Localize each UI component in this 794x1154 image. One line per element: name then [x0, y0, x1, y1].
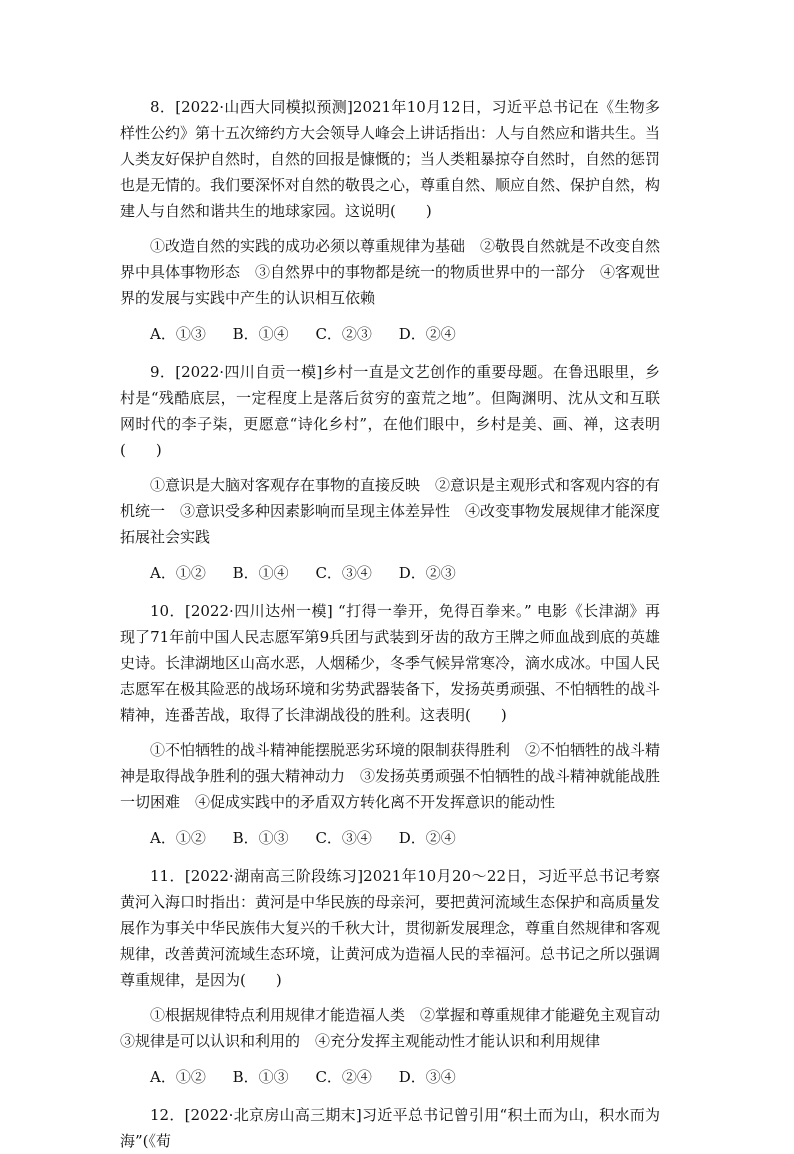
choice-b: B．①③ [232, 829, 289, 847]
choice-a: A．①② [150, 1068, 206, 1086]
choice-c: C．③④ [315, 829, 372, 847]
spacer [120, 851, 660, 863]
choice-c: C．③④ [315, 564, 372, 582]
question-statements: ①改造自然的实践的成功必须以尊重规律为基础 ②敬畏自然就是不改变自然界中具体事物形态 ③自然界中的事物都是统一的物质世界中的一部分 ④客观世界的发展与实践中产生的认识相互依赖 [120, 237, 661, 307]
answer-choices [120, 321, 660, 347]
question-statements: ①根据规律特点利用规律才能造福人类 ②掌握和尊重规律才能避免主观盲动 ③规律是可以认识和利用的 ④充分发挥主观能动性才能认识和利用规律 [120, 1006, 676, 1050]
answer-choices [120, 560, 660, 586]
spacer [120, 1090, 660, 1102]
choice-d: D．②④ [398, 829, 456, 847]
question-statements: ①不怕牺牲的战斗精神能摆脱恶劣环境的限制获得胜利 ②不怕牺牲的战斗精神是取得战争胜利的强大精神动力 ③发扬英勇顽强不怕牺牲的战斗精神就能战胜一切困难 ④促成实践中的矛盾双方转化离不开发挥意识的能动性 [120, 741, 661, 811]
spacer [120, 586, 660, 598]
choice-d: D．③④ [398, 1068, 456, 1086]
question-8 [120, 94, 660, 347]
choice-d: D．②④ [398, 325, 456, 343]
choice-b: B．①③ [232, 1068, 289, 1086]
question-stem: 9．[2022·四川自贡一模]乡村一直是文艺创作的重要母题。在鲁迅眼里，乡村是“残酷底层，一定程度上是落后贫穷的蛮荒之地”。但陶渊明、沈从文和互联网时代的李子柒，更愿意“诗化乡村”，在他们眼中，乡村是美、画、禅，这表明( ) [120, 363, 660, 459]
choice-b: B．①④ [232, 325, 289, 343]
answer-choices [120, 825, 660, 851]
choice-a: A．①② [150, 564, 206, 582]
question-10 [120, 598, 660, 851]
choice-c: C．②③ [315, 325, 372, 343]
choice-c: C．②④ [315, 1068, 372, 1086]
question-statements: ①意识是大脑对客观存在事物的直接反映 ②意识是主观形式和客观内容的有机统一 ③意识受多种因素影响而呈现主体差异性 ④改变事物发展规律才能深度拓展社会实践 [120, 476, 661, 546]
question-stem: 10．[2022·四川达州一模] “打得一拳开，免得百拳来。” 电影《长津湖》再现了71年前中国人民志愿军第9兵团与武装到牙齿的敌方王牌之师血战到底的英雄史诗。长津湖地区山高水恶，人烟稀少，冬季气候异常寒冷，滴水成冰。中国人民志愿军在极其险恶的战场环境和劣势武器装备下，发扬英勇顽强、不怕牺牲的战斗精神，连番苦战，取得了长津湖战役的胜利。这表明( ) [120, 602, 661, 724]
question-9 [120, 359, 660, 586]
question-stem: 11．[2022·湖南高三阶段练习]2021年10月20～22日，习近平总书记考察黄河入海口时指出：黄河是中华民族的母亲河，要把黄河流域生态保护和高质量发展作为事关中华民族伟大复兴的千秋大计，贯彻新发展理念，尊重自然规律和客观规律，改善黄河流域生态环境，让黄河成为造福人民的幸福河。总书记之所以强调尊重规律，是因为( ) [120, 867, 661, 989]
spacer [120, 347, 660, 359]
choice-d: D．②③ [398, 564, 456, 582]
answer-choices [120, 1064, 660, 1090]
choice-b: B．①④ [232, 564, 289, 582]
question-12 [120, 1102, 660, 1154]
question-stem: 8．[2022·山西大同模拟预测]2021年10月12日，习近平总书记在《生物多样性公约》第十五次缔约方大会领导人峰会上讲话指出：人与自然应和谐共生。当人类友好保护自然时，自然的回报是慷慨的；当人类粗暴掠夺自然时，自然的惩罚也是无情的。我们要深怀对自然的敬畏之心，尊重自然、顺应自然、保护自然，构建人与自然和谐共生的地球家园。这说明( ) [120, 98, 661, 220]
choice-a: A．①③ [150, 325, 206, 343]
question-stem: 12．[2022·北京房山高三期末]习近平总书记曾引用“积土而为山，积水而为海”(《荀 [120, 1106, 660, 1150]
question-list [120, 94, 676, 1154]
question-11 [120, 863, 676, 1090]
choice-a: A．①② [150, 829, 206, 847]
